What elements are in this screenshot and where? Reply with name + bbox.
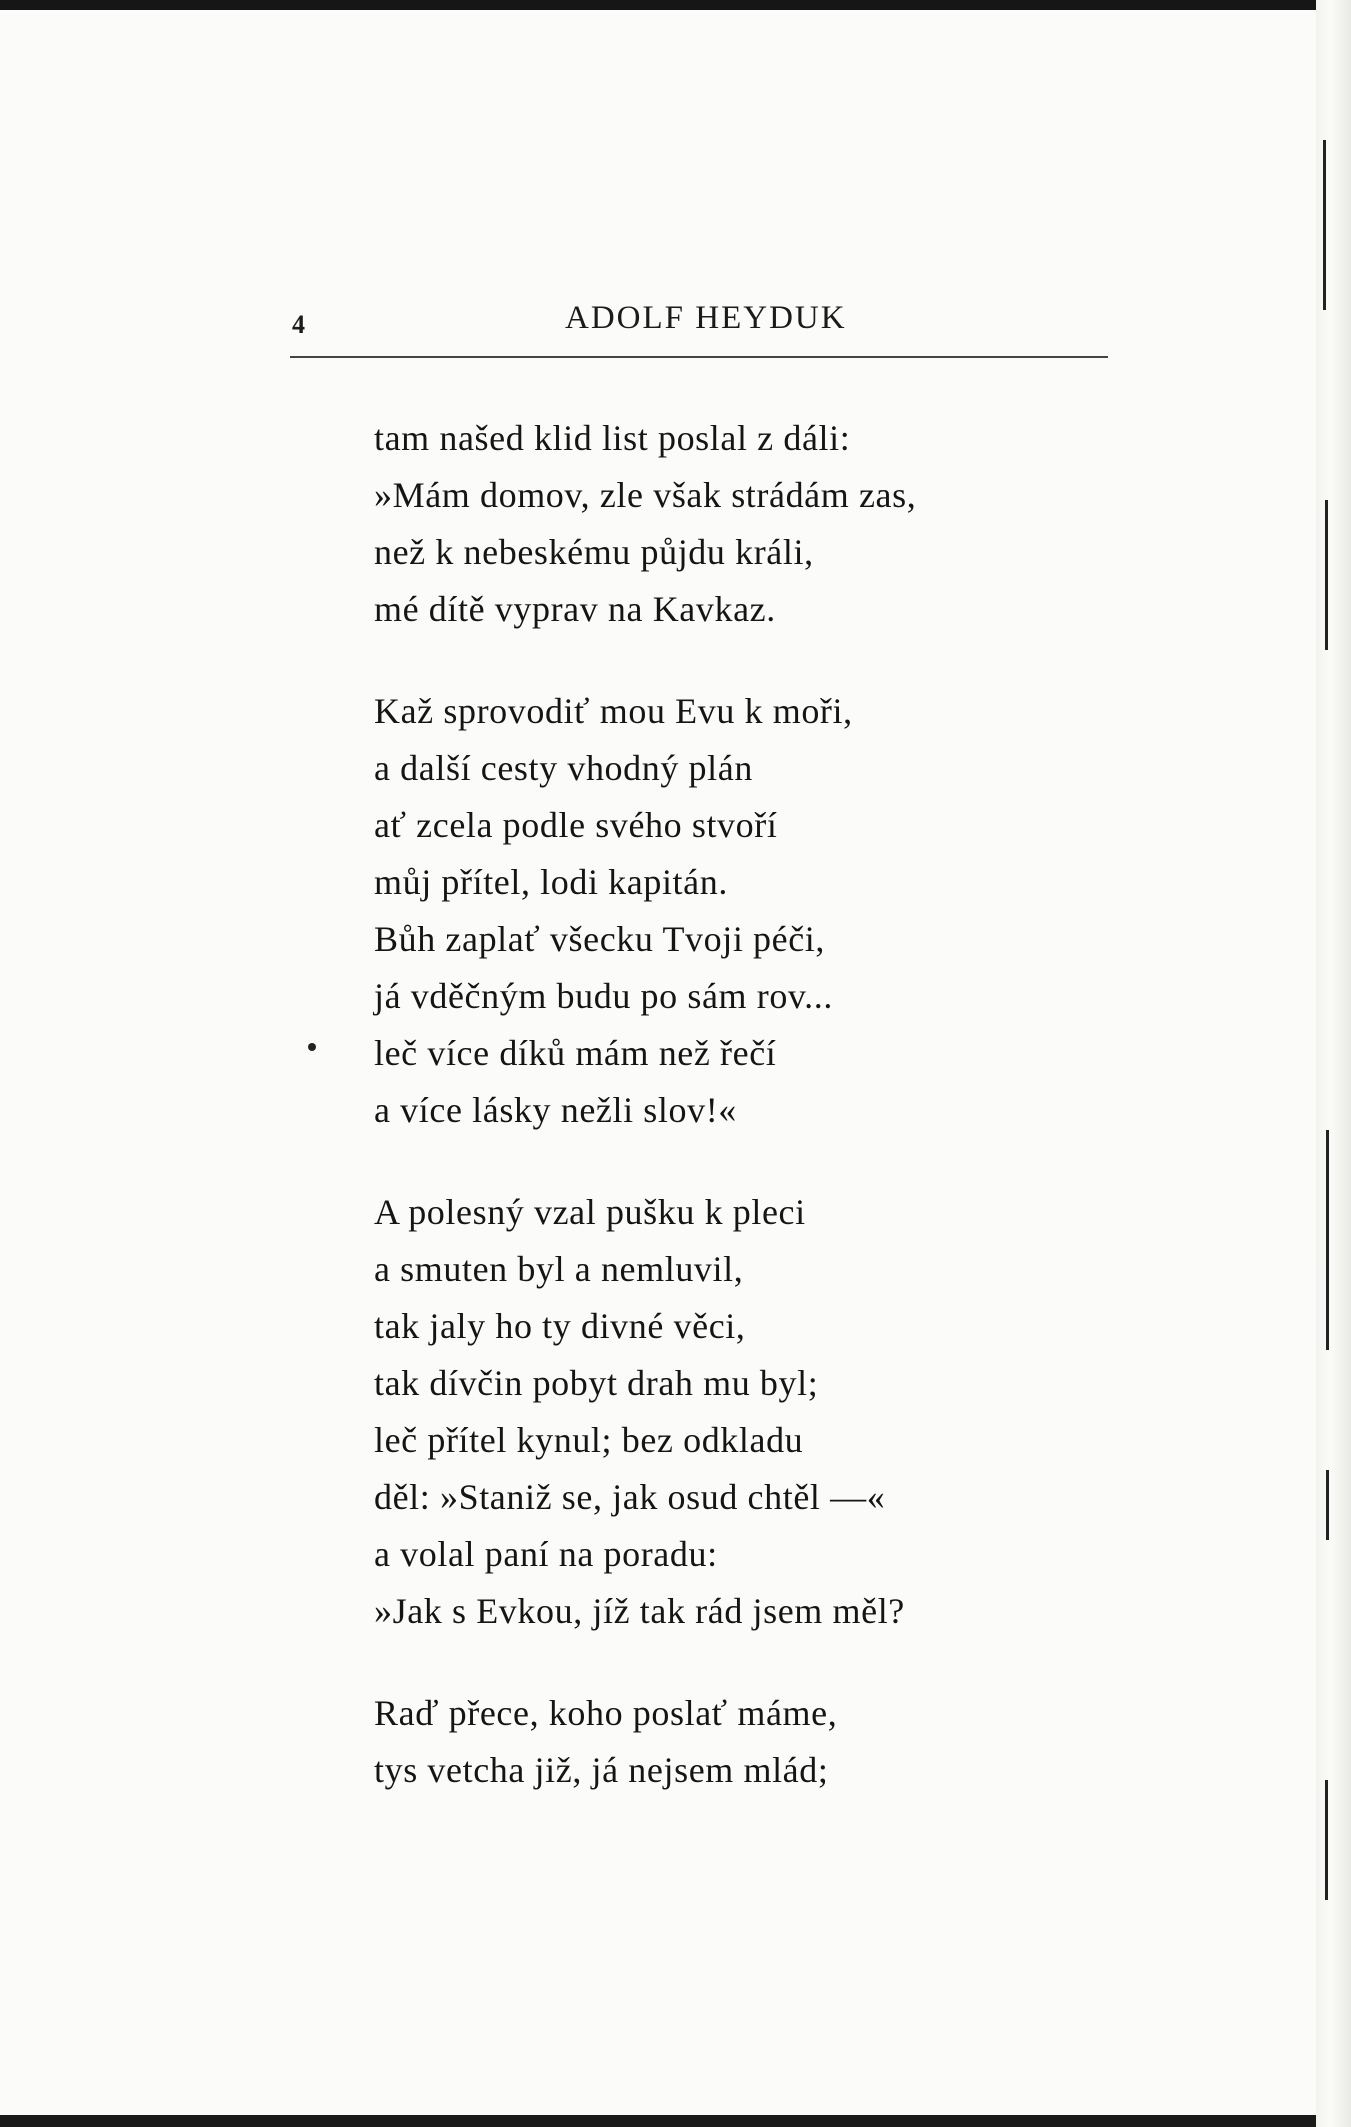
poem-line: tak dívčin pobyt drah mu byl; <box>374 1363 819 1403</box>
ink-speck <box>308 1043 316 1051</box>
poem-line: Bůh zaplať všecku Tvoji péči, <box>374 919 825 959</box>
poem-line: já vděčným budu po sám rov... <box>374 976 833 1016</box>
poem-line: tak jaly ho ty divné věci, <box>374 1306 746 1346</box>
page-number: 4 <box>292 310 305 339</box>
poem-line: a více lásky nežli slov!« <box>374 1090 737 1130</box>
book-page <box>0 10 1316 2115</box>
poem-line: leč více díků mám než řečí <box>374 1033 777 1073</box>
poem-line: tys vetcha již, já nejsem mlád; <box>374 1750 829 1790</box>
stanza-1 <box>374 410 1074 638</box>
poem-line: Kaž sprovodiť mou Evu k moři, <box>374 691 853 731</box>
stanza-3 <box>374 1184 1074 1640</box>
poem-line: a volal paní na poradu: <box>374 1534 718 1574</box>
poem-line: A polesný vzal pušku k pleci <box>374 1192 806 1232</box>
poem-line: tam našed klid list poslal z dáli: <box>374 418 851 458</box>
edge-shadow <box>1323 140 1326 310</box>
running-head <box>290 300 1110 360</box>
poem-line: mé dítě vyprav na Kavkaz. <box>374 589 776 629</box>
poem-line: a smuten byl a nemluvil, <box>374 1249 744 1289</box>
stanza-4 <box>374 1685 1074 1799</box>
header-rule <box>290 356 1108 358</box>
edge-shadow <box>1326 1470 1329 1540</box>
stanza-2 <box>374 683 1074 1139</box>
page-edge <box>1316 0 1351 2127</box>
poem-line: než k nebeskému půjdu králi, <box>374 532 814 572</box>
poem-line: děl: »Staniž se, jak osud chtěl —« <box>374 1477 886 1517</box>
poem-line: a další cesty vhodný plán <box>374 748 753 788</box>
edge-shadow <box>1325 500 1328 650</box>
poem-line: Raď přece, koho poslať máme, <box>374 1693 838 1733</box>
poem-line: »Mám domov, zle však strádám zas, <box>374 475 917 515</box>
edge-shadow <box>1326 1130 1329 1350</box>
scan-top-border <box>0 0 1351 10</box>
poem-line: leč přítel kynul; bez odkladu <box>374 1420 804 1460</box>
poem-text <box>374 410 1074 1844</box>
poem-line: ať zcela podle svého stvoří <box>374 805 778 845</box>
poem-line: můj přítel, lodi kapitán. <box>374 862 728 902</box>
edge-shadow <box>1325 1780 1328 1900</box>
running-title: ADOLF HEYDUK <box>565 300 847 336</box>
poem-line: »Jak s Evkou, jíž tak rád jsem měl? <box>374 1591 905 1631</box>
